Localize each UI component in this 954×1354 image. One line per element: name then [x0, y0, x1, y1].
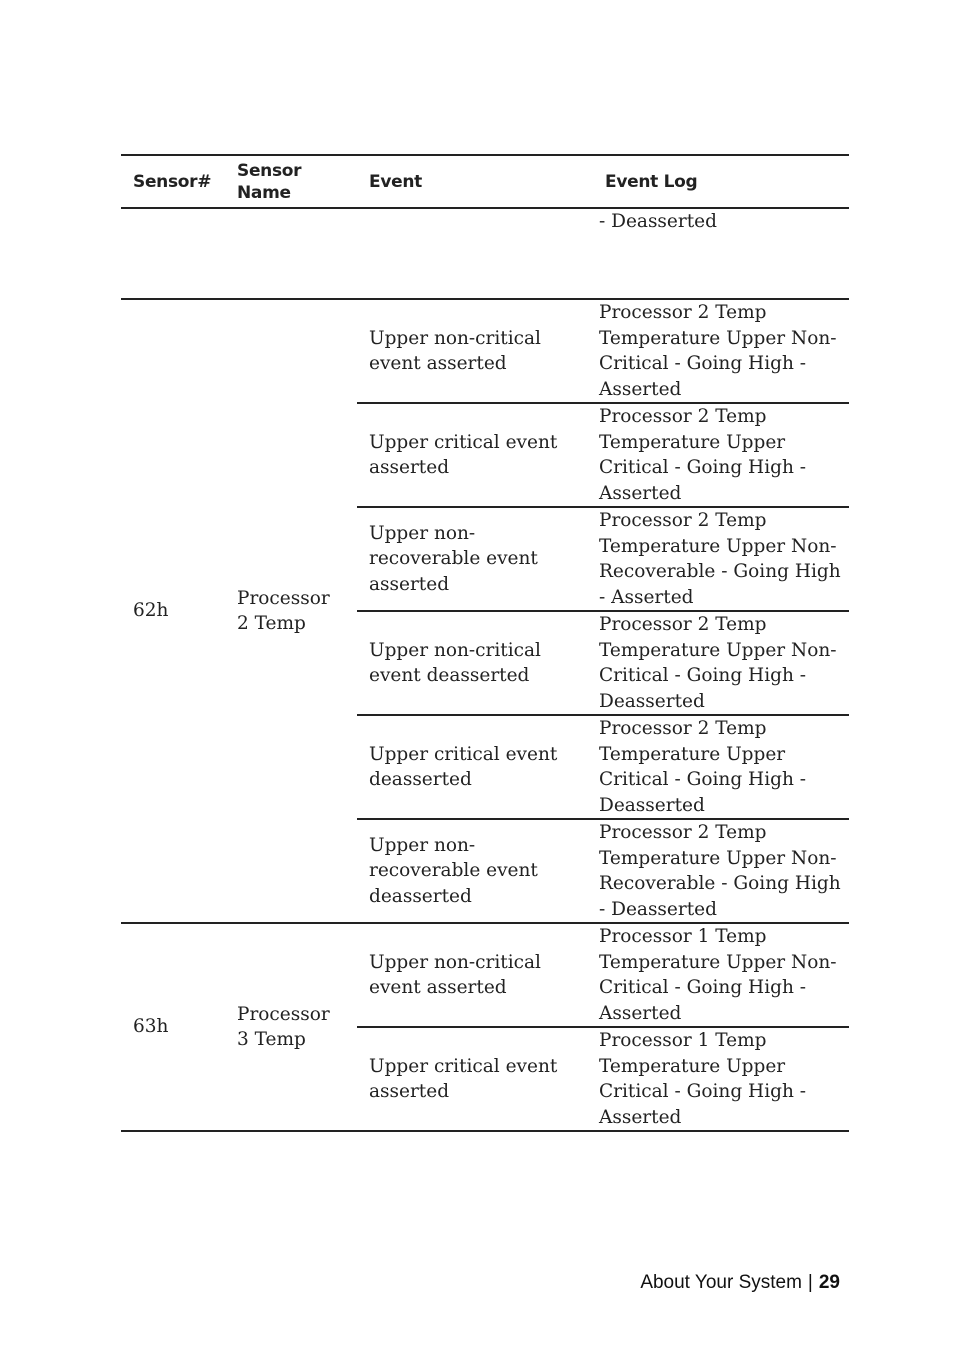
table-row	[121, 299, 849, 403]
event-log-cell: Processor 2 Temp Temperature Upper Non-Recoverable - Going High - Deasserted	[593, 819, 849, 923]
event-cell: Upper non-critical event asserted	[357, 299, 593, 403]
event-cell: Upper critical event asserted	[357, 1027, 593, 1131]
header-sensor-name: Sensor Name	[225, 155, 357, 208]
empty-cell	[225, 208, 357, 299]
table-row-continuation	[121, 208, 849, 299]
event-cell: Upper non-critical event asserted	[357, 923, 593, 1027]
event-log-cell: - Deasserted	[593, 208, 849, 299]
table-body	[121, 208, 849, 1131]
table-header	[121, 155, 849, 208]
footer-section-title: About Your System	[640, 1272, 802, 1293]
header-sensor-num: Sensor#	[121, 155, 225, 208]
sensor-name-cell: Processor 2 Temp	[225, 299, 357, 923]
event-log-cell: Processor 2 Temp Temperature Upper Non-Recoverable - Going High - Asserted	[593, 507, 849, 611]
event-cell: Upper non-critical event deasserted	[357, 611, 593, 715]
table-row	[121, 923, 849, 1027]
event-log-cell: Processor 2 Temp Temperature Upper Critical - Going High - Asserted	[593, 403, 849, 507]
sensor-event-table	[121, 154, 849, 1132]
empty-cell	[121, 208, 225, 299]
sensor-name-cell: Processor 3 Temp	[225, 923, 357, 1131]
event-cell: Upper critical event deasserted	[357, 715, 593, 819]
page-number: 29	[818, 1272, 840, 1293]
event-log-cell: Processor 2 Temp Temperature Upper Non-Critical - Going High - Deasserted	[593, 611, 849, 715]
page-footer	[640, 1272, 840, 1294]
empty-cell	[357, 208, 593, 299]
event-cell: Upper non-recoverable event deasserted	[357, 819, 593, 923]
sensor-num-cell: 62h	[121, 299, 225, 923]
event-log-cell: Processor 1 Temp Temperature Upper Critical - Going High - Asserted	[593, 1027, 849, 1131]
event-log-cell: Processor 2 Temp Temperature Upper Critical - Going High - Deasserted	[593, 715, 849, 819]
event-log-cell: Processor 2 Temp Temperature Upper Non-Critical - Going High - Asserted	[593, 299, 849, 403]
header-event-log: Event Log	[593, 155, 849, 208]
event-cell: Upper non-recoverable event asserted	[357, 507, 593, 611]
event-cell: Upper critical event asserted	[357, 403, 593, 507]
footer-separator: |	[807, 1272, 813, 1293]
header-event: Event	[357, 155, 593, 208]
event-log-cell: Processor 1 Temp Temperature Upper Non-Critical - Going High - Asserted	[593, 923, 849, 1027]
sensor-num-cell: 63h	[121, 923, 225, 1131]
